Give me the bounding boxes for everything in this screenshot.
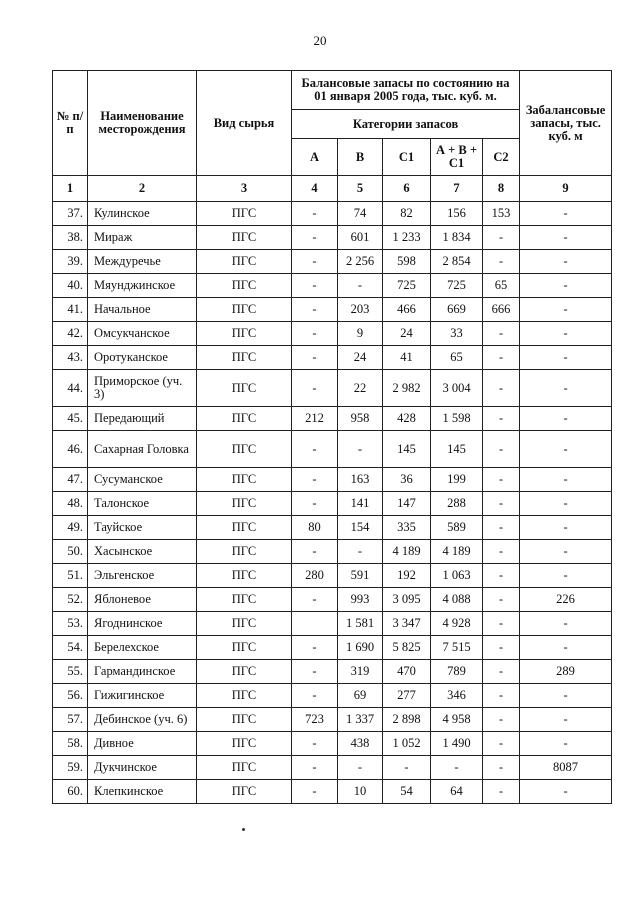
reserve-c2: 65 [483,274,520,298]
reserve-b: 9 [338,322,383,346]
reserve-abc1: 288 [431,492,483,516]
reserve-c1: 335 [383,516,431,540]
column-number: 5 [338,176,383,202]
table-row [53,636,612,660]
off-balance-reserve: - [520,468,612,492]
deposit-name: Клепкинское [88,780,197,804]
reserve-c1: 54 [383,780,431,804]
row-number: 40. [53,274,88,298]
off-balance-reserve: - [520,636,612,660]
reserve-c2: - [483,636,520,660]
reserve-b: 993 [338,588,383,612]
reserve-b: 601 [338,226,383,250]
row-number: 59. [53,756,88,780]
deposit-name: Дукчинское [88,756,197,780]
material-type: ПГС [197,516,292,540]
reserve-abc1: 156 [431,202,483,226]
reserve-c1: 2 898 [383,708,431,732]
reserve-abc1: 7 515 [431,636,483,660]
header-categories-group: Категории запасов [292,110,520,139]
table-row [53,370,612,407]
off-balance-reserve: - [520,732,612,756]
table-row [53,732,612,756]
material-type: ПГС [197,732,292,756]
reserve-b: 1 690 [338,636,383,660]
reserve-c1: 36 [383,468,431,492]
reserve-abc1: 725 [431,274,483,298]
reserve-b: 141 [338,492,383,516]
reserve-c1: 145 [383,431,431,468]
row-number: 53. [53,612,88,636]
reserve-a: - [292,684,338,708]
reserve-b: 69 [338,684,383,708]
row-number: 47. [53,468,88,492]
reserve-c2: - [483,468,520,492]
row-number: 48. [53,492,88,516]
off-balance-reserve: - [520,708,612,732]
reserve-c2: 153 [483,202,520,226]
table-row [53,684,612,708]
reserve-a: - [292,250,338,274]
reserve-c2: 666 [483,298,520,322]
reserve-b: - [338,431,383,468]
reserve-b: 2 256 [338,250,383,274]
off-balance-reserve: - [520,298,612,322]
reserve-b: 438 [338,732,383,756]
reserve-abc1: 589 [431,516,483,540]
material-type: ПГС [197,780,292,804]
table-row [53,346,612,370]
off-balance-reserve: - [520,684,612,708]
table-row [53,756,612,780]
reserve-a: - [292,636,338,660]
row-number: 56. [53,684,88,708]
table-row [53,202,612,226]
material-type: ПГС [197,684,292,708]
table-row [53,492,612,516]
reserve-b: - [338,756,383,780]
material-type: ПГС [197,612,292,636]
material-type: ПГС [197,564,292,588]
reserve-b: - [338,274,383,298]
reserve-c1: 428 [383,407,431,431]
header-cat-a: А [292,139,338,176]
reserve-c2: - [483,492,520,516]
row-number: 50. [53,540,88,564]
material-type: ПГС [197,431,292,468]
reserve-a [292,612,338,636]
reserve-c2: - [483,708,520,732]
off-balance-reserve: - [520,540,612,564]
reserve-a: 280 [292,564,338,588]
material-type: ПГС [197,540,292,564]
reserve-a: - [292,370,338,407]
reserve-abc1: 65 [431,346,483,370]
reserve-c1: - [383,756,431,780]
reserve-abc1: 3 004 [431,370,483,407]
reserve-a: - [292,202,338,226]
row-number: 39. [53,250,88,274]
reserve-b: 203 [338,298,383,322]
deposit-name: Хасынское [88,540,197,564]
deposit-name: Междуречье [88,250,197,274]
reserve-abc1: 4 088 [431,588,483,612]
reserve-b: 24 [338,346,383,370]
table-header [53,71,612,202]
reserve-c2: - [483,732,520,756]
reserve-abc1: 789 [431,660,483,684]
table-body [53,202,612,804]
row-number: 42. [53,322,88,346]
reserve-a: - [292,660,338,684]
table-row [53,780,612,804]
reserve-a: - [292,346,338,370]
reserve-abc1: 2 854 [431,250,483,274]
table-row [53,540,612,564]
header-cat-abc1: А + В + С1 [431,139,483,176]
scan-speck [242,828,245,831]
reserve-abc1: 4 958 [431,708,483,732]
deposit-name: Передающий [88,407,197,431]
header-name: Наименование месторождения [88,71,197,176]
deposit-name: Тауйское [88,516,197,540]
reserve-c1: 192 [383,564,431,588]
column-number: 7 [431,176,483,202]
deposit-name: Ягоднинское [88,612,197,636]
reserve-a: - [292,274,338,298]
row-number: 43. [53,346,88,370]
row-number: 49. [53,516,88,540]
reserve-a: - [292,468,338,492]
row-number: 52. [53,588,88,612]
reserve-c1: 147 [383,492,431,516]
material-type: ПГС [197,492,292,516]
off-balance-reserve: - [520,492,612,516]
reserve-b: 22 [338,370,383,407]
reserve-a: 212 [292,407,338,431]
off-balance-reserve: 8087 [520,756,612,780]
deposit-name: Омсукчанское [88,322,197,346]
material-type: ПГС [197,660,292,684]
reserve-a: 80 [292,516,338,540]
off-balance-reserve: - [520,274,612,298]
reserve-a: - [292,431,338,468]
reserve-abc1: 199 [431,468,483,492]
reserve-abc1: 1 490 [431,732,483,756]
header-material: Вид сырья [197,71,292,176]
reserve-abc1: 64 [431,780,483,804]
column-number: 3 [197,176,292,202]
row-number: 45. [53,407,88,431]
column-number-row [53,176,612,202]
header-cat-c1: С1 [383,139,431,176]
off-balance-reserve: - [520,346,612,370]
table-row [53,226,612,250]
reserve-abc1: - [431,756,483,780]
row-number: 41. [53,298,88,322]
reserve-c2: - [483,250,520,274]
table-row [53,516,612,540]
reserve-c2: - [483,684,520,708]
reserve-c1: 24 [383,322,431,346]
material-type: ПГС [197,370,292,407]
row-number: 46. [53,431,88,468]
reserve-b: 74 [338,202,383,226]
reserve-c2: - [483,780,520,804]
off-balance-reserve: - [520,322,612,346]
reserve-c1: 41 [383,346,431,370]
reserve-b: - [338,540,383,564]
reserve-a: - [292,588,338,612]
reserve-b: 154 [338,516,383,540]
material-type: ПГС [197,756,292,780]
column-number: 9 [520,176,612,202]
reserve-c1: 3 095 [383,588,431,612]
reserve-c2: - [483,370,520,407]
row-number: 58. [53,732,88,756]
reserve-c2: - [483,564,520,588]
off-balance-reserve: 289 [520,660,612,684]
material-type: ПГС [197,407,292,431]
reserve-abc1: 346 [431,684,483,708]
material-type: ПГС [197,202,292,226]
reserve-b: 958 [338,407,383,431]
off-balance-reserve: 226 [520,588,612,612]
off-balance-reserve: - [520,780,612,804]
reserve-c2: - [483,431,520,468]
reserve-a: - [292,298,338,322]
off-balance-reserve: - [520,431,612,468]
row-number: 60. [53,780,88,804]
reserve-b: 591 [338,564,383,588]
off-balance-reserve: - [520,516,612,540]
reserve-a: - [292,780,338,804]
reserve-c1: 2 982 [383,370,431,407]
row-number: 37. [53,202,88,226]
reserve-c1: 466 [383,298,431,322]
reserve-c2: - [483,756,520,780]
table-row [53,564,612,588]
reserve-c2: - [483,407,520,431]
table-row [53,407,612,431]
reserves-table [52,70,612,804]
reserve-c2: - [483,612,520,636]
reserve-abc1: 145 [431,431,483,468]
row-number: 54. [53,636,88,660]
reserve-b: 1 337 [338,708,383,732]
reserve-c2: - [483,226,520,250]
reserve-abc1: 33 [431,322,483,346]
row-number: 51. [53,564,88,588]
header-balance-group: Балансовые запасы по состоянию на 01 января 2005 года, тыс. куб. м. [292,71,520,110]
deposit-name: Мяунджинское [88,274,197,298]
table-row [53,274,612,298]
off-balance-reserve: - [520,202,612,226]
deposit-name: Берелехское [88,636,197,660]
row-number: 38. [53,226,88,250]
table-row [53,468,612,492]
off-balance-reserve: - [520,612,612,636]
material-type: ПГС [197,250,292,274]
reserve-c2: - [483,588,520,612]
table-row [53,322,612,346]
material-type: ПГС [197,274,292,298]
off-balance-reserve: - [520,226,612,250]
reserve-abc1: 1 598 [431,407,483,431]
table-row [53,431,612,468]
reserve-abc1: 4 928 [431,612,483,636]
material-type: ПГС [197,322,292,346]
deposit-name: Яблоневое [88,588,197,612]
deposit-name: Приморское (уч. 3) [88,370,197,407]
off-balance-reserve: - [520,370,612,407]
reserve-c2: - [483,322,520,346]
deposit-name: Мираж [88,226,197,250]
table-row [53,612,612,636]
reserve-b: 163 [338,468,383,492]
deposit-name: Гармандинское [88,660,197,684]
reserve-c1: 1 052 [383,732,431,756]
column-number: 4 [292,176,338,202]
reserve-b: 10 [338,780,383,804]
reserve-c2: - [483,660,520,684]
reserve-c2: - [483,346,520,370]
table-row [53,298,612,322]
row-number: 57. [53,708,88,732]
reserve-c2: - [483,540,520,564]
reserve-c1: 4 189 [383,540,431,564]
reserve-c1: 1 233 [383,226,431,250]
off-balance-reserve: - [520,564,612,588]
table-row [53,708,612,732]
column-number: 6 [383,176,431,202]
deposit-name: Сахарная Головка [88,431,197,468]
reserve-c1: 277 [383,684,431,708]
reserve-a: - [292,732,338,756]
off-balance-reserve: - [520,407,612,431]
deposit-name: Кулинское [88,202,197,226]
reserve-c1: 598 [383,250,431,274]
material-type: ПГС [197,468,292,492]
material-type: ПГС [197,226,292,250]
reserve-abc1: 1 063 [431,564,483,588]
reserve-a: - [292,226,338,250]
material-type: ПГС [197,636,292,660]
column-number: 1 [53,176,88,202]
material-type: ПГС [197,708,292,732]
deposit-name: Талонское [88,492,197,516]
reserve-a: 723 [292,708,338,732]
row-number: 55. [53,660,88,684]
reserve-c1: 3 347 [383,612,431,636]
deposit-name: Эльгенское [88,564,197,588]
header-no: № п/п [53,71,88,176]
reserve-c1: 470 [383,660,431,684]
deposit-name: Дивное [88,732,197,756]
reserve-c2: - [483,516,520,540]
deposit-name: Сусуманское [88,468,197,492]
reserve-a: - [292,322,338,346]
header-cat-b: В [338,139,383,176]
table-row [53,588,612,612]
material-type: ПГС [197,298,292,322]
column-number: 8 [483,176,520,202]
row-number: 44. [53,370,88,407]
header-cat-c2: С2 [483,139,520,176]
reserve-abc1: 4 189 [431,540,483,564]
table-row [53,250,612,274]
reserve-a: - [292,756,338,780]
page-number: 20 [313,33,327,48]
deposit-name: Дебинское (уч. 6) [88,708,197,732]
column-number: 2 [88,176,197,202]
material-type: ПГС [197,346,292,370]
reserve-c1: 5 825 [383,636,431,660]
table-row [53,660,612,684]
reserve-abc1: 1 834 [431,226,483,250]
reserve-c1: 82 [383,202,431,226]
reserve-c1: 725 [383,274,431,298]
reserve-b: 1 581 [338,612,383,636]
reserve-abc1: 669 [431,298,483,322]
reserve-b: 319 [338,660,383,684]
deposit-name: Гижигинское [88,684,197,708]
reserve-a: - [292,492,338,516]
header-off-balance: Забалансовые запасы, тыс. куб. м [520,71,612,176]
deposit-name: Начальное [88,298,197,322]
material-type: ПГС [197,588,292,612]
deposit-name: Оротуканское [88,346,197,370]
reserve-a: - [292,540,338,564]
off-balance-reserve: - [520,250,612,274]
